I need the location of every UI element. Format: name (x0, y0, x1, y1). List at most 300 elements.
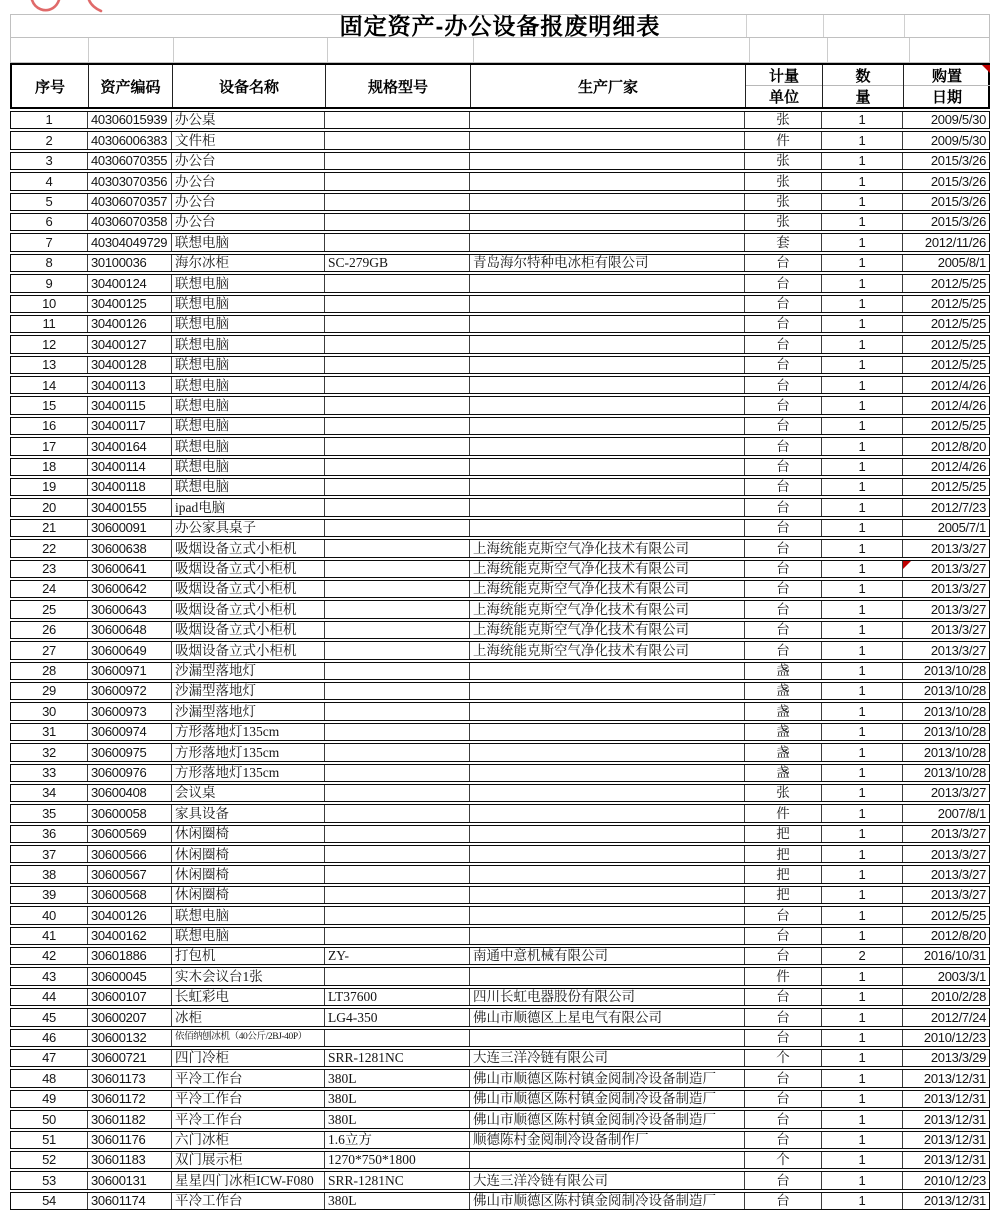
cell-serial[interactable]: 11 (11, 316, 88, 332)
cell-asset-code[interactable]: 30600643 (88, 601, 172, 617)
cell-spec-model[interactable]: ZY- (325, 948, 470, 964)
cell-spec-model[interactable] (325, 397, 470, 413)
cell-purchase-date[interactable]: 2013/12/31 (923, 1152, 986, 1168)
cell-quantity[interactable]: 1 (822, 336, 903, 352)
cell-asset-code[interactable]: 40303070356 (88, 173, 172, 189)
cell-device-name[interactable]: 吸烟设备立式小柜机 (172, 540, 325, 556)
cell-spec-model[interactable]: SRR-1281NC (325, 1172, 470, 1188)
cell-device-name[interactable]: 平冷工作台 (172, 1111, 325, 1127)
cell-device-name[interactable]: 吸烟设备立式小柜机 (172, 601, 325, 617)
cell-manufacturer[interactable] (470, 316, 745, 332)
cell-purchase-date[interactable]: 2013/10/28 (923, 764, 986, 780)
cell-unit[interactable]: 盏 (745, 765, 822, 781)
cell-device-name[interactable]: 联想电脑 (172, 296, 325, 312)
cell-spec-model[interactable] (325, 907, 470, 923)
cell-manufacturer[interactable] (470, 479, 745, 495)
cell-serial[interactable]: 20 (11, 499, 88, 515)
cell-purchase-date[interactable]: 2013/10/28 (923, 703, 986, 719)
cell-quantity[interactable]: 1 (822, 1132, 903, 1148)
cell-device-name[interactable]: 家具设备 (172, 805, 325, 821)
cell-quantity[interactable]: 1 (822, 540, 903, 556)
cell-manufacturer[interactable] (470, 234, 745, 250)
cell-asset-code[interactable]: 30600971 (88, 663, 172, 679)
cell-purchase-date[interactable]: 2012/7/23 (930, 499, 986, 515)
cell-manufacturer[interactable] (470, 153, 745, 169)
cell-serial[interactable]: 47 (11, 1050, 88, 1066)
cell-quantity[interactable]: 1 (822, 765, 903, 781)
cell-asset-code[interactable]: 30600976 (88, 765, 172, 781)
cell-device-name[interactable]: 沙漏型落地灯 (172, 663, 325, 679)
cell-asset-code[interactable]: 30600132 (88, 1030, 172, 1046)
cell-purchase-date[interactable]: 2007/8/1 (937, 805, 986, 821)
cell-device-name[interactable]: 联想电脑 (172, 418, 325, 434)
cell-purchase-date[interactable]: 2012/5/25 (930, 907, 986, 923)
cell-device-name[interactable]: 冰柜 (172, 1009, 325, 1025)
cell-spec-model[interactable] (325, 357, 470, 373)
cell-manufacturer[interactable] (470, 968, 745, 984)
cell-unit[interactable]: 台 (745, 601, 822, 617)
blank-cell[interactable] (750, 38, 828, 62)
cell-purchase-date[interactable]: 2013/3/29 (930, 1050, 986, 1066)
cell-asset-code[interactable]: 40306070357 (88, 194, 172, 210)
cell-unit[interactable]: 台 (745, 438, 822, 454)
cell-manufacturer[interactable]: 上海统能克斯空气净化技术有限公司 (470, 561, 745, 577)
cell-unit[interactable]: 台 (745, 561, 822, 577)
cell-unit[interactable]: 个 (745, 1152, 822, 1168)
cell-quantity[interactable]: 1 (822, 805, 903, 821)
cell-manufacturer[interactable]: 佛山市顺德区陈村镇金阅制冷设备制造厂 (470, 1111, 745, 1127)
cell-serial[interactable]: 50 (11, 1111, 88, 1127)
cell-unit[interactable]: 台 (745, 1091, 822, 1107)
cell-unit[interactable]: 台 (745, 642, 822, 658)
cell-manufacturer[interactable] (470, 765, 745, 781)
cell-quantity[interactable]: 1 (822, 724, 903, 740)
cell-purchase-date[interactable]: 2012/5/25 (930, 479, 986, 495)
cell-unit[interactable]: 台 (745, 275, 822, 291)
cell-asset-code[interactable]: 30600569 (88, 826, 172, 842)
cell-purchase-date[interactable]: 2013/10/28 (923, 744, 986, 760)
cell-asset-code[interactable]: 30600973 (88, 703, 172, 719)
cell-spec-model[interactable] (325, 112, 470, 128)
cell-asset-code[interactable]: 30601174 (88, 1193, 172, 1209)
cell-manufacturer[interactable] (470, 112, 745, 128)
cell-serial[interactable]: 18 (11, 459, 88, 475)
cell-asset-code[interactable]: 30400155 (88, 499, 172, 515)
cell-purchase-date[interactable]: 2012/5/25 (930, 316, 986, 332)
cell-manufacturer[interactable]: 上海统能克斯空气净化技术有限公司 (470, 540, 745, 556)
cell-asset-code[interactable]: 30600641 (88, 561, 172, 577)
cell-spec-model[interactable] (325, 642, 470, 658)
cell-manufacturer[interactable]: 佛山市顺德区陈村镇金阅制冷设备制造厂 (470, 1070, 745, 1086)
cell-serial[interactable]: 4 (11, 173, 88, 189)
cell-quantity[interactable]: 1 (822, 459, 903, 475)
cell-serial[interactable]: 53 (11, 1172, 88, 1188)
cell-purchase-date[interactable]: 2012/4/26 (930, 459, 986, 475)
cell-device-name[interactable]: 联想电脑 (172, 336, 325, 352)
cell-manufacturer[interactable] (470, 866, 745, 882)
cell-serial[interactable]: 17 (11, 438, 88, 454)
cell-asset-code[interactable]: 30601886 (88, 948, 172, 964)
cell-quantity[interactable]: 1 (822, 397, 903, 413)
header-unit[interactable] (746, 65, 823, 107)
cell-spec-model[interactable] (325, 928, 470, 944)
cell-asset-code[interactable]: 30400118 (88, 479, 172, 495)
cell-manufacturer[interactable]: 上海统能克斯空气净化技术有限公司 (470, 601, 745, 617)
cell-asset-code[interactable]: 30400115 (88, 397, 172, 413)
cell-manufacturer[interactable] (470, 194, 745, 210)
cell-purchase-date[interactable]: 2013/3/27 (930, 601, 986, 617)
cell-unit[interactable]: 个 (745, 1050, 822, 1066)
cell-quantity[interactable]: 1 (822, 479, 903, 495)
cell-spec-model[interactable] (325, 459, 470, 475)
cell-quantity[interactable]: 1 (822, 438, 903, 454)
cell-purchase-date[interactable]: 2013/3/27 (930, 540, 986, 556)
blank-cell[interactable] (89, 38, 174, 62)
cell-serial[interactable]: 31 (11, 724, 88, 740)
cell-device-name[interactable]: 联想电脑 (172, 397, 325, 413)
cell-spec-model[interactable]: 380L (325, 1070, 470, 1086)
cell-quantity[interactable]: 1 (822, 744, 903, 760)
cell-purchase-date[interactable]: 2013/12/31 (923, 1070, 986, 1086)
cell-serial[interactable]: 25 (11, 601, 88, 617)
cell-quantity[interactable]: 1 (822, 622, 903, 638)
cell-purchase-date[interactable]: 2013/12/31 (923, 1111, 986, 1127)
cell-spec-model[interactable] (325, 1030, 470, 1046)
cell-spec-model[interactable] (325, 194, 470, 210)
cell-spec-model[interactable] (325, 968, 470, 984)
cell-manufacturer[interactable]: 上海统能克斯空气净化技术有限公司 (470, 622, 745, 638)
cell-unit[interactable]: 台 (745, 622, 822, 638)
cell-purchase-date[interactable]: 2012/5/25 (930, 275, 986, 291)
cell-unit[interactable]: 把 (745, 866, 822, 882)
cell-manufacturer[interactable]: 南通中意机械有限公司 (470, 948, 745, 964)
cell-quantity[interactable]: 1 (822, 112, 903, 128)
cell-quantity[interactable]: 1 (822, 1070, 903, 1086)
cell-unit[interactable]: 台 (745, 296, 822, 312)
cell-serial[interactable]: 21 (11, 520, 88, 536)
cell-spec-model[interactable] (325, 336, 470, 352)
cell-serial[interactable]: 15 (11, 397, 88, 413)
cell-asset-code[interactable]: 30600721 (88, 1050, 172, 1066)
cell-quantity[interactable]: 1 (822, 683, 903, 699)
cell-device-name[interactable]: 联想电脑 (172, 316, 325, 332)
header-quantity[interactable] (823, 65, 904, 107)
cell-quantity[interactable]: 1 (822, 1152, 903, 1168)
cell-device-name[interactable]: 办公台 (172, 173, 325, 189)
cell-purchase-date[interactable]: 2010/12/23 (923, 1172, 986, 1188)
cell-asset-code[interactable]: 40304049729 (88, 234, 172, 250)
cell-manufacturer[interactable] (470, 907, 745, 923)
blank-cell[interactable] (474, 38, 750, 62)
cell-quantity[interactable]: 1 (822, 928, 903, 944)
cell-spec-model[interactable]: LT37600 (325, 989, 470, 1005)
cell-spec-model[interactable] (325, 887, 470, 903)
cell-spec-model[interactable] (325, 418, 470, 434)
cell-manufacturer[interactable]: 四川长虹电器股份有限公司 (470, 989, 745, 1005)
cell-purchase-date[interactable]: 2013/3/27 (930, 887, 986, 903)
cell-purchase-date[interactable]: 2012/5/25 (930, 357, 986, 373)
cell-device-name[interactable]: 六门冰柜 (172, 1132, 325, 1148)
cell-unit[interactable]: 台 (745, 1070, 822, 1086)
cell-serial[interactable]: 13 (11, 357, 88, 373)
cell-manufacturer[interactable] (470, 1030, 745, 1046)
cell-spec-model[interactable] (325, 703, 470, 719)
cell-purchase-date[interactable]: 2009/5/30 (930, 112, 986, 128)
cell-purchase-date[interactable]: 2012/8/20 (930, 438, 986, 454)
cell-manufacturer[interactable]: 上海统能克斯空气净化技术有限公司 (470, 642, 745, 658)
cell-asset-code[interactable]: 30601182 (88, 1111, 172, 1127)
cell-device-name[interactable]: 平冷工作台 (172, 1193, 325, 1209)
cell-quantity[interactable]: 1 (822, 194, 903, 210)
cell-spec-model[interactable] (325, 785, 470, 801)
cell-purchase-date[interactable]: 2012/4/26 (930, 397, 986, 413)
cell-device-name[interactable]: 联想电脑 (172, 275, 325, 291)
cell-asset-code[interactable]: 30400124 (88, 275, 172, 291)
cell-asset-code[interactable]: 30601176 (88, 1132, 172, 1148)
cell-device-name[interactable]: 长虹彩电 (172, 989, 325, 1005)
cell-device-name[interactable]: 办公桌 (172, 112, 325, 128)
cell-purchase-date[interactable]: 2015/3/26 (930, 194, 986, 209)
cell-purchase-date[interactable]: 2015/3/26 (930, 173, 986, 189)
cell-purchase-date[interactable]: 2013/12/31 (923, 1131, 986, 1147)
cell-spec-model[interactable] (325, 377, 470, 393)
cell-spec-model[interactable]: 380L (325, 1193, 470, 1209)
cell-device-name[interactable]: 联想电脑 (172, 438, 325, 454)
cell-manufacturer[interactable] (470, 887, 745, 903)
cell-asset-code[interactable]: 30600566 (88, 846, 172, 862)
cell-quantity[interactable]: 1 (822, 1172, 903, 1188)
cell-device-name[interactable]: 联想电脑 (172, 234, 325, 250)
cell-serial[interactable]: 8 (11, 255, 88, 271)
cell-unit[interactable]: 台 (745, 336, 822, 352)
cell-serial[interactable]: 16 (11, 418, 88, 434)
cell-unit[interactable]: 台 (745, 1009, 822, 1025)
cell-manufacturer[interactable] (470, 683, 745, 699)
cell-serial[interactable]: 44 (11, 989, 88, 1005)
cell-unit[interactable]: 套 (745, 234, 822, 250)
cell-serial[interactable]: 29 (11, 683, 88, 699)
cell-purchase-date[interactable]: 2005/8/1 (937, 255, 986, 271)
cell-unit[interactable]: 盏 (745, 724, 822, 740)
cell-asset-code[interactable]: 30400117 (88, 418, 172, 434)
cell-purchase-date[interactable]: 2013/3/27 (930, 846, 986, 862)
cell-spec-model[interactable]: SRR-1281NC (325, 1050, 470, 1066)
cell-quantity[interactable]: 1 (822, 377, 903, 393)
cell-asset-code[interactable]: 40306070358 (88, 214, 172, 230)
cell-quantity[interactable]: 1 (822, 785, 903, 801)
cell-quantity[interactable]: 1 (822, 601, 903, 617)
cell-purchase-date[interactable]: 2013/3/27 (930, 826, 986, 842)
cell-unit[interactable]: 台 (745, 255, 822, 271)
cell-asset-code[interactable]: 30600107 (88, 989, 172, 1005)
cell-unit[interactable]: 台 (745, 316, 822, 332)
cell-asset-code[interactable]: 30100036 (88, 255, 172, 271)
cell-serial[interactable]: 19 (11, 479, 88, 495)
cell-spec-model[interactable] (325, 866, 470, 882)
cell-asset-code[interactable]: 30600207 (88, 1009, 172, 1025)
cell-unit[interactable]: 台 (745, 377, 822, 393)
cell-spec-model[interactable]: LG4-350 (325, 1009, 470, 1025)
cell-device-name[interactable]: 方形落地灯135cm (172, 744, 325, 760)
cell-device-name[interactable]: 联想电脑 (172, 377, 325, 393)
cell-asset-code[interactable]: 30400114 (88, 459, 172, 475)
cell-quantity[interactable]: 1 (822, 1030, 903, 1046)
cell-unit[interactable]: 件 (745, 805, 822, 821)
cell-purchase-date[interactable]: 2009/5/30 (930, 132, 986, 148)
cell-unit[interactable]: 台 (745, 520, 822, 536)
cell-unit[interactable]: 把 (745, 826, 822, 842)
cell-spec-model[interactable] (325, 581, 470, 597)
cell-quantity[interactable]: 1 (822, 663, 903, 679)
cell-serial[interactable]: 7 (11, 234, 88, 250)
header-manufacturer[interactable]: 生产厂家 (471, 65, 746, 107)
cell-device-name[interactable]: 休闲圈椅 (172, 826, 325, 842)
cell-asset-code[interactable]: 30400128 (88, 357, 172, 373)
cell-asset-code[interactable]: 30400127 (88, 336, 172, 352)
cell-serial[interactable]: 2 (11, 132, 88, 148)
cell-spec-model[interactable] (325, 744, 470, 760)
cell-spec-model[interactable] (325, 826, 470, 842)
cell-manufacturer[interactable] (470, 173, 745, 189)
cell-spec-model[interactable] (325, 622, 470, 638)
cell-purchase-date[interactable]: 2013/3/27 (930, 622, 986, 638)
cell-serial[interactable]: 27 (11, 642, 88, 658)
cell-device-name[interactable]: 四门冷柜 (172, 1050, 325, 1066)
cell-device-name[interactable]: 平冷工作台 (172, 1070, 325, 1086)
cell-manufacturer[interactable] (470, 132, 745, 148)
cell-unit[interactable]: 台 (745, 928, 822, 944)
blank-cell[interactable] (910, 38, 996, 62)
cell-spec-model[interactable] (325, 132, 470, 148)
cell-purchase-date[interactable]: 2013/3/27 (930, 785, 986, 801)
cell-device-name[interactable]: 办公台 (172, 214, 325, 230)
cell-serial[interactable]: 52 (11, 1152, 88, 1168)
cell-quantity[interactable]: 1 (822, 561, 903, 577)
cell-unit[interactable]: 张 (745, 153, 822, 169)
cell-quantity[interactable]: 1 (822, 520, 903, 536)
cell-spec-model[interactable] (325, 173, 470, 189)
cell-spec-model[interactable] (325, 275, 470, 291)
cell-unit[interactable]: 张 (745, 194, 822, 210)
cell-asset-code[interactable]: 30601173 (88, 1070, 172, 1086)
cell-asset-code[interactable]: 30400126 (88, 907, 172, 923)
cell-device-name[interactable]: 休闲圈椅 (172, 887, 325, 903)
cell-quantity[interactable]: 1 (822, 1111, 903, 1127)
cell-asset-code[interactable]: 30600058 (88, 805, 172, 821)
cell-unit[interactable]: 盏 (745, 683, 822, 699)
cell-manufacturer[interactable] (470, 663, 745, 679)
blank-cell[interactable] (174, 38, 328, 62)
cell-serial[interactable]: 41 (11, 928, 88, 944)
cell-unit[interactable]: 台 (745, 1172, 822, 1188)
cell-spec-model[interactable]: SC-279GB (325, 255, 470, 271)
cell-device-name[interactable]: 沙漏型落地灯 (172, 683, 325, 699)
cell-serial[interactable]: 37 (11, 846, 88, 862)
cell-purchase-date[interactable]: 2012/7/24 (930, 1009, 986, 1025)
cell-unit[interactable]: 台 (745, 1111, 822, 1127)
cell-spec-model[interactable] (325, 153, 470, 169)
header-device-name[interactable]: 设备名称 (173, 65, 326, 107)
cell-asset-code[interactable]: 30600568 (88, 887, 172, 903)
cell-serial[interactable]: 45 (11, 1009, 88, 1025)
cell-spec-model[interactable] (325, 724, 470, 740)
cell-spec-model[interactable] (325, 561, 470, 577)
cell-spec-model[interactable] (325, 214, 470, 230)
blank-cell[interactable] (828, 38, 910, 62)
cell-serial[interactable]: 14 (11, 377, 88, 393)
header-spec-model[interactable]: 规格型号 (326, 65, 471, 107)
cell-quantity[interactable]: 1 (822, 255, 903, 271)
cell-spec-model[interactable] (325, 805, 470, 821)
cell-manufacturer[interactable]: 上海统能克斯空气净化技术有限公司 (470, 581, 745, 597)
cell-manufacturer[interactable] (470, 724, 745, 740)
cell-serial[interactable]: 36 (11, 826, 88, 842)
cell-device-name[interactable]: 办公台 (172, 153, 325, 169)
cell-unit[interactable]: 台 (745, 907, 822, 923)
cell-quantity[interactable]: 1 (822, 214, 903, 230)
cell-unit[interactable]: 盏 (745, 663, 822, 679)
cell-spec-model[interactable]: 1.6立方 (325, 1132, 470, 1148)
blank-cell[interactable] (11, 38, 89, 62)
cell-spec-model[interactable] (325, 316, 470, 332)
cell-serial[interactable]: 5 (11, 194, 88, 210)
cell-device-name[interactable]: 吸烟设备立式小柜机 (172, 561, 325, 577)
cell-purchase-date[interactable]: 2013/3/27 (903, 561, 989, 577)
cell-unit[interactable]: 台 (745, 1193, 822, 1209)
cell-device-name[interactable]: 实木会议台1张 (172, 968, 325, 984)
cell-quantity[interactable]: 1 (822, 1193, 903, 1209)
cell-unit[interactable]: 台 (745, 499, 822, 515)
cell-quantity[interactable]: 1 (822, 703, 903, 719)
cell-serial[interactable]: 54 (11, 1193, 88, 1209)
cell-device-name[interactable]: 沙漏型落地灯 (172, 703, 325, 719)
cell-spec-model[interactable] (325, 846, 470, 862)
header-asset-code[interactable]: 资产编码 (89, 65, 173, 107)
cell-unit[interactable]: 台 (745, 581, 822, 597)
cell-asset-code[interactable]: 30601172 (88, 1091, 172, 1107)
cell-spec-model[interactable] (325, 438, 470, 454)
cell-purchase-date[interactable]: 2012/5/25 (930, 295, 986, 311)
cell-asset-code[interactable]: 40306015939 (88, 112, 172, 128)
cell-purchase-date[interactable]: 2016/10/31 (923, 948, 986, 964)
cell-quantity[interactable]: 2 (822, 948, 903, 964)
cell-device-name[interactable]: 双门展示柜 (172, 1152, 325, 1168)
cell-serial[interactable]: 42 (11, 948, 88, 964)
cell-device-name[interactable]: 星星四门冰柜ICW-F080 (172, 1172, 325, 1188)
cell-asset-code[interactable]: 30600975 (88, 744, 172, 760)
cell-asset-code[interactable]: 40306006383 (88, 132, 172, 148)
cell-quantity[interactable]: 1 (822, 296, 903, 312)
cell-unit[interactable]: 台 (745, 1030, 822, 1046)
cell-serial[interactable]: 38 (11, 866, 88, 882)
cell-spec-model[interactable] (325, 663, 470, 679)
cell-unit[interactable]: 台 (745, 1132, 822, 1148)
cell-device-name[interactable]: 吸烟设备立式小柜机 (172, 622, 325, 638)
cell-serial[interactable]: 28 (11, 663, 88, 679)
cell-serial[interactable]: 24 (11, 581, 88, 597)
cell-manufacturer[interactable] (470, 1152, 745, 1168)
cell-serial[interactable]: 34 (11, 785, 88, 801)
cell-purchase-date[interactable]: 2015/3/26 (930, 153, 986, 169)
cell-unit[interactable]: 把 (745, 846, 822, 862)
cell-manufacturer[interactable] (470, 357, 745, 373)
cell-manufacturer[interactable]: 佛山市顺德区陈村镇金阅制冷设备制造厂 (470, 1193, 745, 1209)
cell-unit[interactable]: 把 (745, 887, 822, 903)
cell-unit[interactable]: 台 (745, 479, 822, 495)
cell-asset-code[interactable]: 30600131 (88, 1172, 172, 1188)
cell-asset-code[interactable]: 30400125 (88, 296, 172, 312)
cell-device-name[interactable]: 吸烟设备立式小柜机 (172, 642, 325, 658)
